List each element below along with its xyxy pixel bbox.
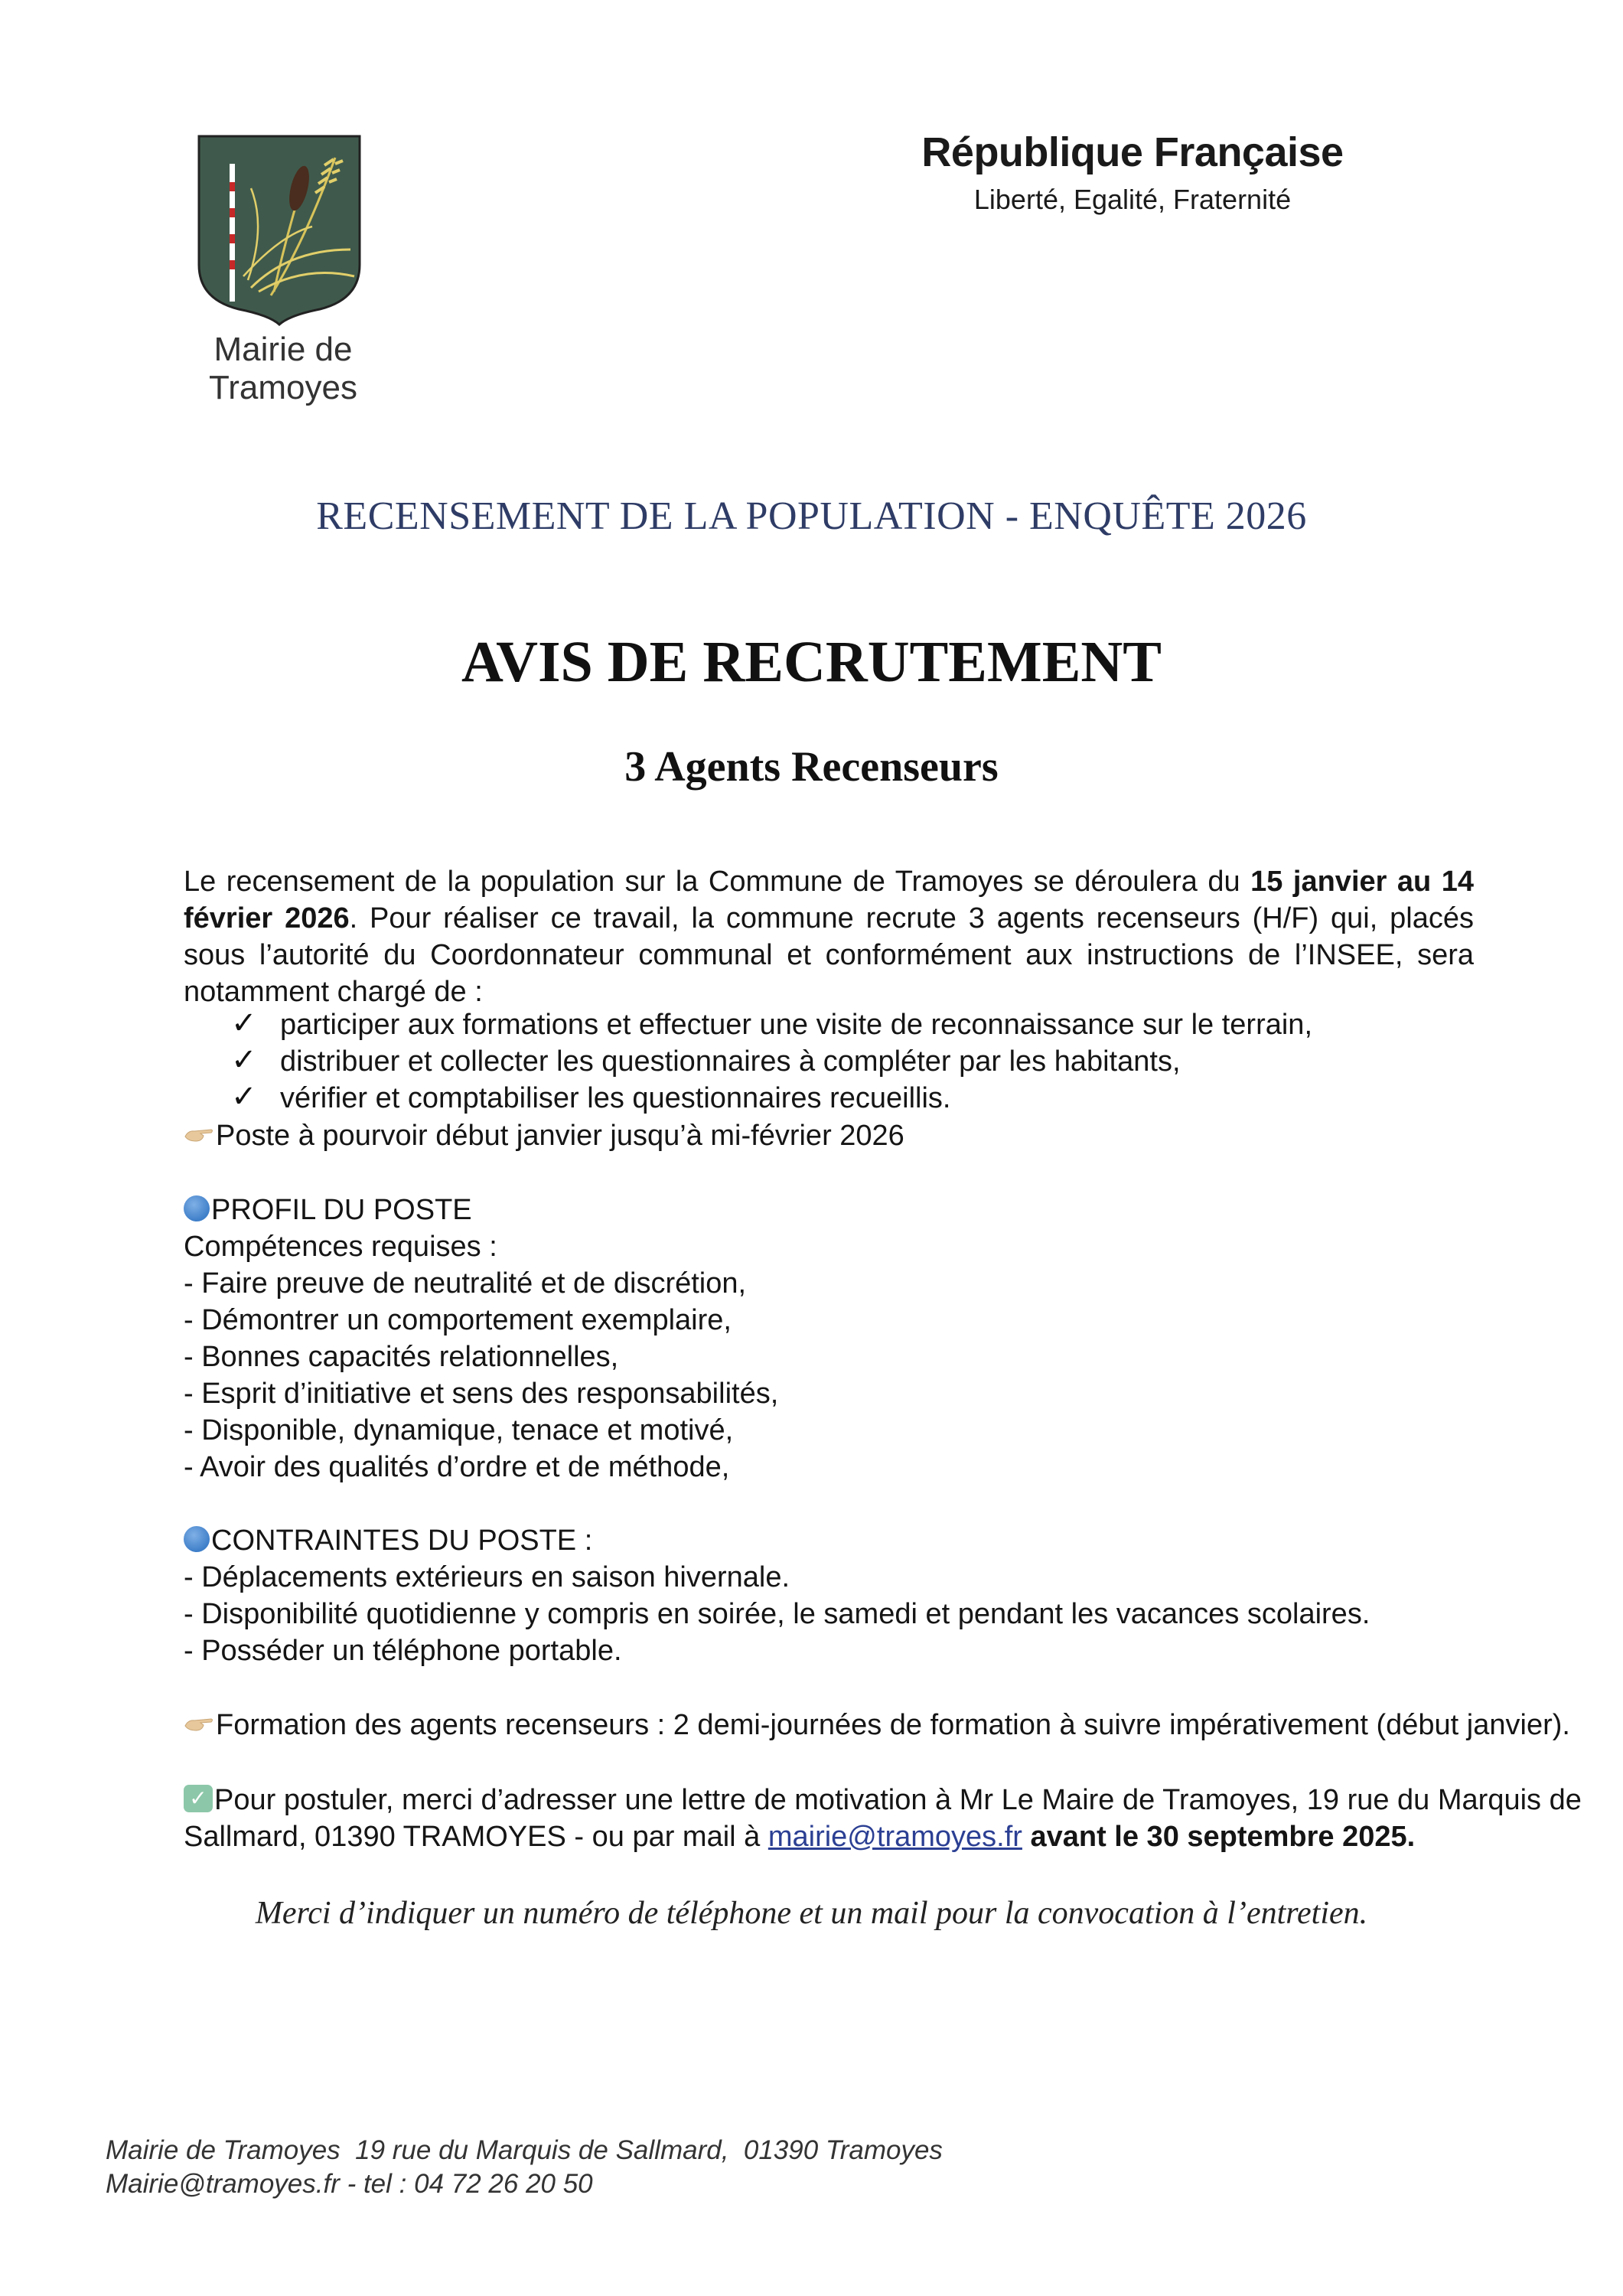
blue-circle-icon: [184, 1526, 210, 1552]
survey-title: RECENSEMENT DE LA POPULATION - ENQUÊTE 2026: [316, 494, 1307, 538]
pointing-hand-icon: [184, 1124, 214, 1144]
constraint-item: - Disponibilité quotidienne y compris en soirée, le samedi et pendant les vacances scolaires.: [184, 1598, 1370, 1630]
profile-subheading: Compétences requises :: [184, 1231, 497, 1263]
constraint-item: - Posséder un téléphone portable.: [184, 1635, 622, 1667]
check-mark-icon: ✓: [231, 1080, 257, 1114]
apply-line-1: [184, 1784, 1582, 1817]
training-note-text: Formation des agents recenseurs : 2 demi-journées de formation à suivre impérativement (début janvier).: [216, 1709, 1570, 1741]
profile-item: - Avoir des qualités d’ordre et de méthode,: [184, 1451, 730, 1483]
blue-circle-icon: [184, 1195, 210, 1221]
task-item: distribuer et collecter les questionnaires à compléter par les habitants,: [280, 1045, 1181, 1078]
apply-line-2: [184, 1821, 1415, 1854]
profile-item: - Disponible, dynamique, tenace et motivé,: [184, 1414, 734, 1446]
intro-paragraph: [184, 863, 1474, 1010]
republic-motto: Liberté, Egalité, Fraternité: [973, 184, 1292, 215]
intro-part1: Le recensement de la population sur la Commune de Tramoyes se déroulera du: [184, 866, 1251, 898]
profile-item: - Démontrer un comportement exemplaire,: [184, 1304, 732, 1336]
profile-heading: [184, 1194, 472, 1227]
profile-item: - Esprit d’initiative et sens des responsabilités,: [184, 1378, 779, 1410]
constraints-heading-text: CONTRAINTES DU POSTE :: [211, 1525, 593, 1557]
period-note: [184, 1120, 904, 1153]
intro-dates: 15 janvier au 14 février 2026: [184, 866, 1475, 934]
task-item: participer aux formations et effectuer une visite de reconnaissance sur le terrain,: [280, 1009, 1312, 1041]
training-note: [184, 1709, 1570, 1742]
profile-item: - Faire preuve de neutralité et de discrétion,: [184, 1267, 747, 1300]
constraint-item: - Déplacements extérieurs en saison hivernale.: [184, 1561, 790, 1593]
coat-of-arms-icon: [197, 135, 361, 326]
footer-address: Mairie de Tramoyes 19 rue du Marquis de Sallmard, 01390 Tramoyes: [106, 2135, 943, 2165]
email-link[interactable]: mairie@tramoyes.fr: [768, 1821, 1022, 1853]
positions-title: 3 Agents Recenseurs: [624, 743, 999, 791]
check-box-icon: ✓: [184, 1785, 213, 1812]
apply-deadline: avant le 30 septembre 2025: [1022, 1821, 1407, 1853]
closing-note: Merci d’indiquer un numéro de téléphone et un mail pour la convocation à l’entretien.: [255, 1896, 1368, 1931]
check-mark-icon: ✓: [231, 1043, 257, 1077]
period-note-text: Poste à pourvoir début janvier jusqu’à mi-février 2026: [216, 1120, 904, 1152]
republic-title: République Française: [921, 129, 1344, 175]
notice-title: AVIS DE RECRUTEMENT: [461, 630, 1162, 694]
check-mark-icon: ✓: [231, 1006, 257, 1040]
republic-header: [880, 129, 1385, 216]
task-item: vérifier et comptabiliser les questionnaires recueillis.: [280, 1082, 951, 1114]
constraints-heading: [184, 1525, 592, 1557]
apply-line-2-prefix: Sallmard, 01390 TRAMOYES - ou par mail à: [184, 1821, 768, 1853]
profile-heading-text: PROFIL DU POSTE: [211, 1194, 472, 1226]
mairie-label: Mairie de Tramoyes: [209, 331, 357, 406]
profile-item: - Bonnes capacités relationnelles,: [184, 1341, 619, 1373]
pointing-hand-icon: [184, 1714, 214, 1733]
footer-contact: Mairie@tramoyes.fr - tel : 04 72 26 20 50: [106, 2169, 593, 2199]
intro-part2: . Pour réaliser ce travail, la commune recrute 3 agents recenseurs (H/F) qui, placés sous l’autorité du Coordonnateur communal et conformément aux instructions de l’INSEE, sera notamment chargé de :: [184, 902, 1474, 1008]
apply-end: .: [1406, 1821, 1416, 1853]
apply-line-1-text: Pour postuler, merci d’adresser une lettre de motivation à Mr Le Maire de Tramoyes, 19 rue du Marquis de: [214, 1784, 1582, 1816]
